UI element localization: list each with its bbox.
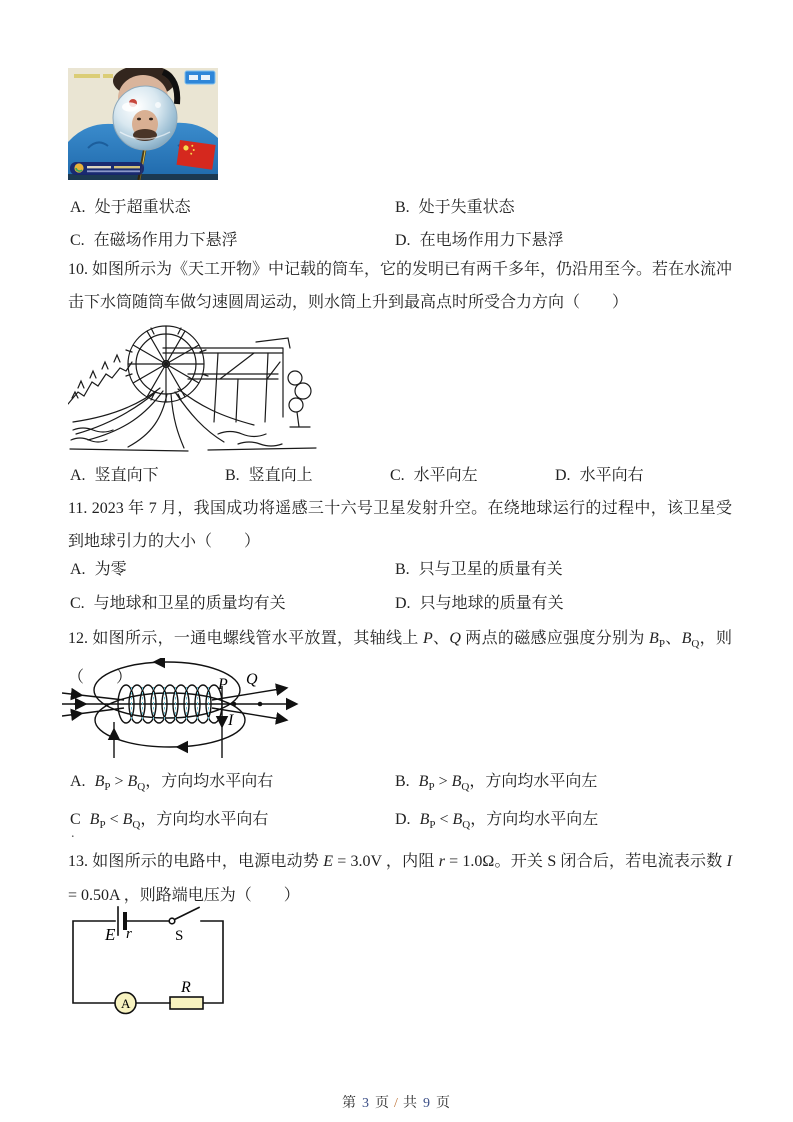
q10-option-b: B. 竖直向上 <box>225 467 313 484</box>
q12-options-row-2 <box>68 806 732 830</box>
q11-option-c: C. 与地球和卫星的质量均有关 <box>70 595 286 612</box>
q10-stem: 10. 如图所示为《天工开物》中记载的筒车，它的发明已有两千多年，仍沿用至今。若在水流冲击下水筒随筒车做匀速圆周运动，则水筒上升到最高点时所受合力方向（ ） <box>68 261 733 311</box>
wire-right <box>201 921 223 1003</box>
q12-options-row-1 <box>68 768 732 792</box>
q10-option-a: A. 竖直向下 <box>70 467 159 484</box>
q11-option-b: B. 只与卫星的质量有关 <box>395 561 563 578</box>
program-logo-band <box>70 162 144 175</box>
label-r: r <box>126 926 132 942</box>
waterwheel-illustration <box>68 322 320 454</box>
q10-options-row <box>68 462 732 486</box>
q11-options-row-1 <box>68 556 732 580</box>
circuit-diagram <box>65 903 290 1025</box>
page-footer <box>0 1092 793 1112</box>
label-Q: Q <box>246 671 258 688</box>
watermark-text <box>74 74 113 78</box>
footer-word: 页 <box>435 1096 451 1111</box>
footer-word: 页 <box>375 1096 391 1111</box>
water-flow <box>70 388 316 451</box>
footer-word: 共 <box>402 1096 418 1111</box>
label-R: R <box>181 979 191 996</box>
label-S: S <box>175 928 184 944</box>
label-P: P <box>218 676 228 693</box>
q12-option-d: D. $B_P < B_Q$，方向均水平向左 <box>395 811 599 832</box>
solenoid-field-diagram <box>62 658 307 768</box>
q11-option-a: A. 为零 <box>70 561 127 578</box>
astronaut-water-sphere-photo <box>68 68 218 180</box>
q12-option-a: A. $B_P > B_Q$，方向均水平向右 <box>70 773 274 794</box>
footer-word: 第 <box>342 1096 358 1111</box>
q9-option-c: C. 在磁场作用力下悬浮 <box>70 232 238 249</box>
q13-stem: 13. 如图所示的电路中，电源电动势 E = 3.0V ，内阻 r = 1.0Ω。开关 S 闭合后，若电流表示数 I = 0.50A ，则路端电压为（ ） <box>68 853 732 904</box>
label-I: I <box>228 712 234 729</box>
q11-options-row-2 <box>68 590 732 614</box>
switch <box>169 908 199 924</box>
q9-option-b: B. 处于失重状态 <box>395 199 515 216</box>
waterwheel-wheel <box>126 326 208 402</box>
q9-options-row-1 <box>68 194 732 218</box>
battery <box>118 907 125 935</box>
resistor <box>170 997 203 1009</box>
q10-option-d: D. 水平向右 <box>555 467 644 484</box>
live-badge <box>185 71 215 84</box>
q9-option-d: D. 在电场作用力下悬浮 <box>395 232 564 249</box>
q11-option-d: D. 只与地球的质量有关 <box>395 595 564 612</box>
label-A: A <box>121 996 131 1011</box>
q12-stem: 12. 如图所示，一通电螺线管水平放置，其轴线上 P、Q 两点的磁感应强度分别为 $B_P$、$B_Q$，则（ ） <box>68 630 732 687</box>
point-Q-dot <box>258 702 263 707</box>
china-flag-patch <box>177 140 216 170</box>
footer-total-pages: 9 <box>422 1096 431 1111</box>
q9-options-row-2 <box>68 227 732 251</box>
right-trees <box>288 371 311 427</box>
waterwheel-frame <box>163 338 290 422</box>
hillside-trees <box>68 355 132 404</box>
footer-slash: / <box>394 1096 399 1111</box>
q9-option-a: A. 处于超重状态 <box>70 199 191 216</box>
q10-option-c: C. 水平向左 <box>390 467 478 484</box>
q11-stem: 11. 2023 年 7 月，我国成功将遥感三十六号卫星发射升空。在绕地球运行的过程中，该卫星受到地球引力的大小（ ） <box>68 500 732 550</box>
label-E: E <box>105 925 116 944</box>
footer-page-number: 3 <box>362 1096 371 1111</box>
q12-option-c: C $B_P < B_Q$，方向均水平向右 <box>70 811 269 832</box>
stray-period: . <box>71 826 75 841</box>
point-P-dot <box>232 702 237 707</box>
q12-option-b: B. $B_P > B_Q$，方向均水平向左 <box>395 773 598 794</box>
